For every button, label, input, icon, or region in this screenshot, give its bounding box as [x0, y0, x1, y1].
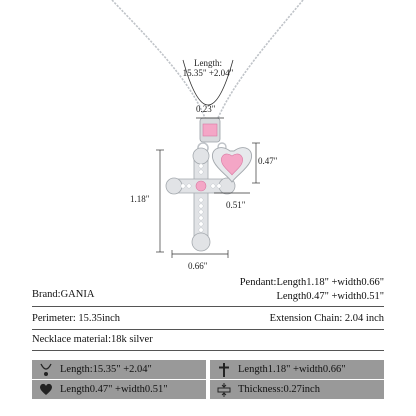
spec-bar-text: Length0.47" +width0.51" — [60, 384, 168, 395]
pendant-spec-line-2: Length0.47" +width0.51" — [276, 291, 384, 302]
chain-length-label: Length: 15.35" +2.04" — [182, 58, 234, 78]
spec-bar-thickness — [210, 380, 384, 399]
spec-bar-pendant-size — [210, 360, 384, 379]
divider — [32, 306, 384, 307]
heart-width-label: 0.51" — [226, 200, 246, 210]
cross-width-label: 0.66" — [188, 261, 208, 271]
material-text: Necklace material:18k silver — [32, 334, 153, 345]
brand-text: Brand:GANIA — [32, 289, 95, 300]
divider — [32, 329, 384, 330]
heart-icon — [32, 383, 60, 396]
necklace-icon — [32, 363, 60, 377]
cross-center-gem — [196, 181, 206, 191]
cross-height-label: 1.18" — [130, 194, 150, 204]
bail-width-label: 0.23" — [196, 104, 216, 114]
heart-height-label: 0.47" — [258, 156, 278, 166]
cross-gems — [181, 164, 221, 232]
pendant-spec — [240, 276, 384, 304]
divider — [32, 350, 384, 351]
spec-bar-text: Length:15.35" +2.04" — [60, 364, 152, 375]
spec-bar-heart-size — [32, 380, 206, 399]
spec-bar-text: Thickness:0.27inch — [238, 384, 320, 395]
spec-bar-chain-length — [32, 360, 206, 379]
bail — [200, 118, 220, 142]
extension-text: Extension Chain: 2.04 inch — [269, 313, 384, 324]
spec-bar-text: Length1.18" +width0.66" — [238, 364, 346, 375]
thickness-icon — [210, 383, 238, 397]
pendant-spec-line-1: Pendant:Length1.18" +width0.66" — [239, 277, 384, 288]
perimeter-text: Perimeter: 15.35inch — [32, 313, 121, 324]
cross-icon — [210, 363, 238, 377]
